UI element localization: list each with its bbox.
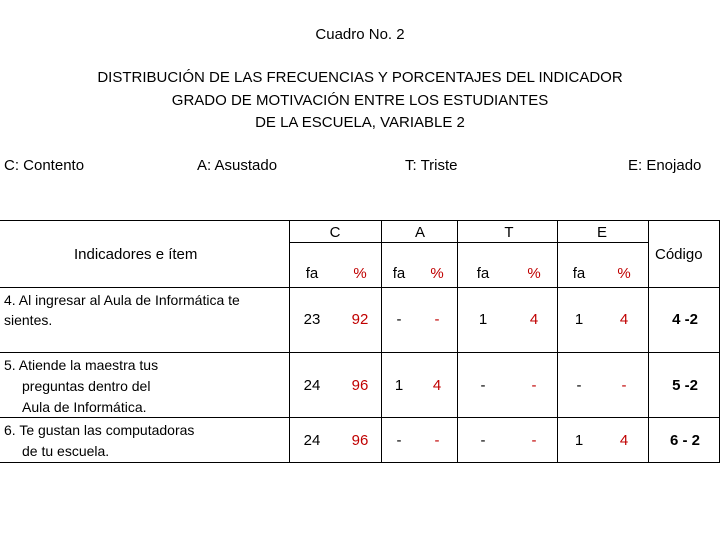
row-2-a-fa: 1 [394, 377, 404, 394]
row-1-e-pct: 4 [619, 311, 629, 328]
group-header-border [289, 242, 649, 243]
code-header: Código [655, 246, 703, 263]
subheader-c-pct: % [353, 265, 367, 282]
indicator-line: sientes. [4, 312, 53, 328]
row-2-c-fa: 24 [303, 377, 321, 394]
legend-contento: C: Contento [4, 157, 85, 174]
title-line-3: DE LA ESCUELA, VARIABLE 2 [255, 114, 465, 131]
indicator-line: Aula de Informática. [22, 399, 147, 415]
subheader-t-pct: % [527, 265, 541, 282]
indicator-line: de tu escuela. [22, 443, 110, 459]
subheader-e-fa: fa [572, 265, 586, 282]
row-2-code: 5 -2 [672, 377, 698, 394]
subheader-c-fa: fa [305, 265, 319, 282]
header-bottom-border [0, 287, 720, 288]
subheader-a-pct: % [430, 265, 444, 282]
row-1-a-pct: - [434, 311, 440, 328]
indicator-header: Indicadores e ítem [74, 246, 198, 263]
group-header-t: T [504, 224, 514, 241]
subheader-e-pct: % [617, 265, 631, 282]
row-3-a-pct: - [434, 432, 440, 449]
group-header-c: C [329, 224, 341, 241]
row-3-e-fa: 1 [574, 432, 584, 449]
table-row-1-indicator [4, 290, 240, 330]
subheader-a-fa: fa [392, 265, 406, 282]
group-header-a: A [414, 224, 425, 241]
row-3-e-pct: 4 [619, 432, 629, 449]
col-border-a [457, 220, 458, 463]
row-1-border [0, 352, 720, 353]
row-2-e-fa: - [576, 377, 582, 394]
title-line-2: GRADO DE MOTIVACIÓN ENTRE LOS ESTUDIANTES [171, 92, 549, 109]
row-1-t-pct: 4 [529, 311, 539, 328]
group-header-e: E [596, 224, 607, 241]
row-3-t-pct: - [531, 432, 537, 449]
col-border-indicator [289, 220, 290, 463]
col-border-c [381, 220, 382, 463]
row-3-t-fa: - [480, 432, 486, 449]
row-1-e-fa: 1 [574, 311, 584, 328]
row-2-c-pct: 96 [351, 377, 369, 394]
row-1-t-fa: 1 [478, 311, 488, 328]
row-1-c-fa: 23 [303, 311, 321, 328]
row-3-code: 6 - 2 [669, 432, 700, 449]
row-2-e-pct: - [621, 377, 627, 394]
indicator-line: 4. Al ingresar al Aula de Informática te [4, 292, 240, 308]
indicator-line: 5. Atiende la maestra tus [4, 357, 159, 373]
title-line-1: DISTRIBUCIÓN DE LAS FRECUENCIAS Y PORCENTAJES DEL INDICADOR [97, 69, 623, 86]
row-2-t-pct: - [531, 377, 537, 394]
row-2-t-fa: - [480, 377, 486, 394]
indicator-line: preguntas dentro del [22, 378, 151, 394]
row-2-a-pct: 4 [432, 377, 442, 394]
table-bottom-border [0, 462, 720, 463]
table-row-3-indicator [4, 420, 194, 462]
indicator-line: 6. Te gustan las computadoras [4, 422, 195, 438]
row-3-c-fa: 24 [303, 432, 321, 449]
row-1-code: 4 -2 [672, 311, 698, 328]
table-row-2-indicator [4, 355, 158, 418]
row-1-c-pct: 92 [351, 311, 369, 328]
col-border-t [557, 220, 558, 463]
subheader-t-fa: fa [476, 265, 490, 282]
row-3-c-pct: 96 [351, 432, 369, 449]
table-caption: Cuadro No. 2 [315, 26, 405, 43]
legend-enojado: E: Enojado [628, 157, 702, 174]
legend-asustado: A: Asustado [197, 157, 278, 174]
row-3-a-fa: - [396, 432, 402, 449]
row-1-a-fa: - [396, 311, 402, 328]
col-border-e [648, 220, 649, 463]
table-top-border [0, 220, 720, 221]
legend-triste: T: Triste [405, 157, 458, 174]
